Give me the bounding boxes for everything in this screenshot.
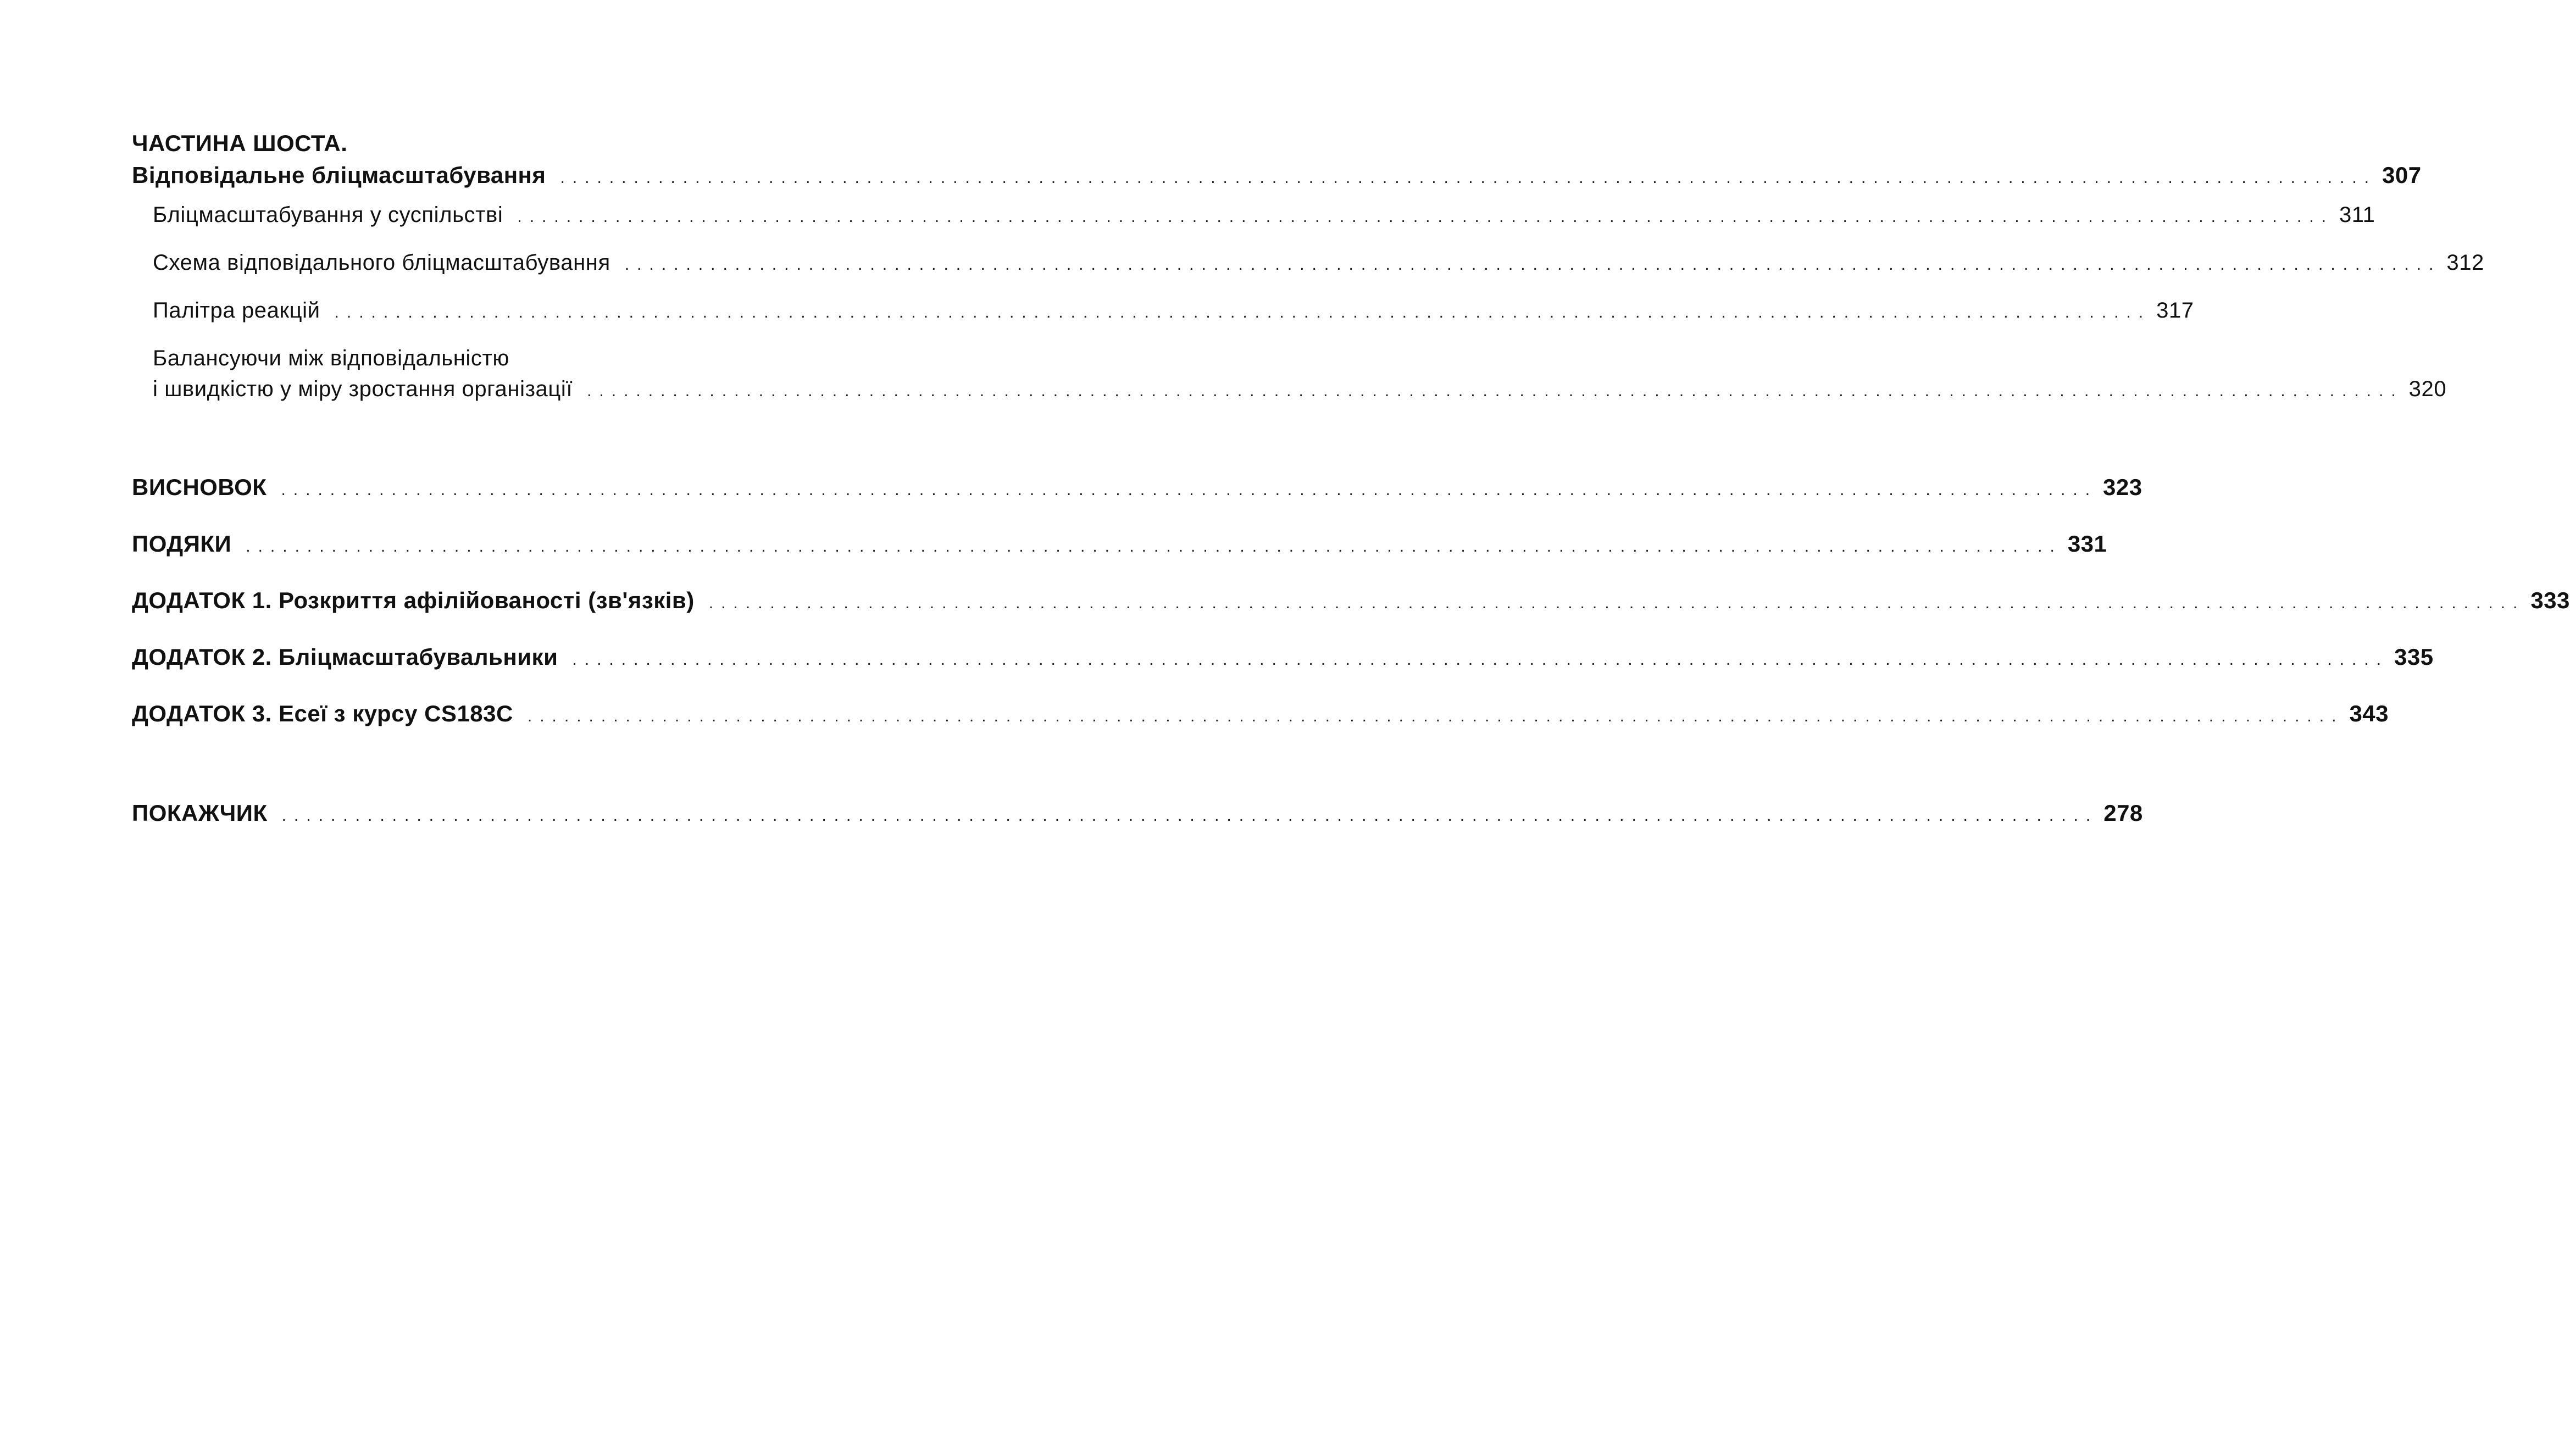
toc-entry-label: Палітра реакцій [153, 298, 320, 323]
toc-entry-page: 343 [2349, 701, 2389, 726]
dot-leader: .................................................................................................................................................... [560, 169, 2377, 187]
dot-leader: .................................................................................................................................................... [334, 303, 2151, 321]
toc-entry-label: Відповідальне бліцмасштабування [132, 162, 546, 188]
toc-subentry-2[interactable] [132, 247, 2484, 280]
dot-leader: .................................................................................................................................................... [572, 651, 2389, 669]
toc-entry-label: ПОДЯКИ [132, 531, 232, 557]
toc-entry-index[interactable] [132, 797, 2143, 832]
dot-leader: .................................................................................................................................................... [281, 481, 2098, 499]
toc-entry-conclusion[interactable] [132, 471, 2142, 506]
toc-entry-line2-row [153, 374, 2447, 407]
toc-entry-page: 278 [2103, 800, 2143, 826]
toc-entry-page: 331 [2067, 531, 2107, 557]
toc-entry-page: 312 [2446, 251, 2484, 275]
toc-entry-page: 317 [2156, 298, 2194, 323]
part-heading: ЧАСТИНА ШОСТА. [132, 130, 348, 156]
toc-entry-appendix-1[interactable] [132, 585, 2570, 619]
toc-entry-page: 335 [2394, 644, 2434, 670]
toc-subentry-1[interactable] [132, 199, 2375, 232]
toc-entry-label: Бліцмасштабування у суспільстві [153, 203, 503, 227]
dot-leader: .................................................................................................................................................... [587, 382, 2404, 400]
toc-entry-page: 323 [2103, 474, 2142, 500]
toc-subentry-3[interactable] [132, 295, 2194, 328]
toc-entry-label-line2: і швидкістю у міру зростання організації [153, 377, 573, 401]
toc-entry-label: ДОДАТОК 2. Бліцмасштабувальники [132, 644, 558, 670]
table-of-contents [132, 127, 2570, 832]
toc-entry-acknowledgements[interactable] [132, 528, 2107, 563]
toc-subentry-4[interactable] [132, 343, 2447, 407]
toc-entry-page: 333 [2530, 587, 2570, 613]
dot-leader: .................................................................................................................................................... [281, 807, 2099, 825]
toc-entry-part-six[interactable] [132, 159, 2422, 194]
toc-entry-label: ВИСНОВОК [132, 474, 267, 500]
dot-leader: .................................................................................................................................................... [708, 594, 2525, 612]
dot-leader: .................................................................................................................................................... [517, 208, 2334, 226]
toc-entry-label: Схема відповідального бліцмасштабування [153, 251, 610, 275]
dot-leader: .................................................................................................................................................... [246, 537, 2062, 555]
toc-entry-label: ДОДАТОК 1. Розкриття афілійованості (зв'язків) [132, 587, 695, 613]
toc-entry-appendix-3[interactable] [132, 698, 2389, 732]
toc-entry-page: 320 [2408, 377, 2447, 401]
toc-entry-label: ПОКАЖЧИК [132, 800, 268, 826]
toc-entry-label-line1: Балансуючи між відповідальністю [153, 346, 510, 370]
dot-leader: .................................................................................................................................................... [527, 707, 2344, 725]
toc-entry-appendix-2[interactable] [132, 641, 2434, 676]
toc-entry-page: 307 [2382, 162, 2422, 188]
toc-entry-page: 311 [2339, 203, 2375, 227]
toc-entry-label: ДОДАТОК 3. Есеї з курсу CS183C [132, 701, 513, 726]
dot-leader: .................................................................................................................................................... [624, 255, 2441, 274]
part-six-block [132, 127, 2484, 407]
